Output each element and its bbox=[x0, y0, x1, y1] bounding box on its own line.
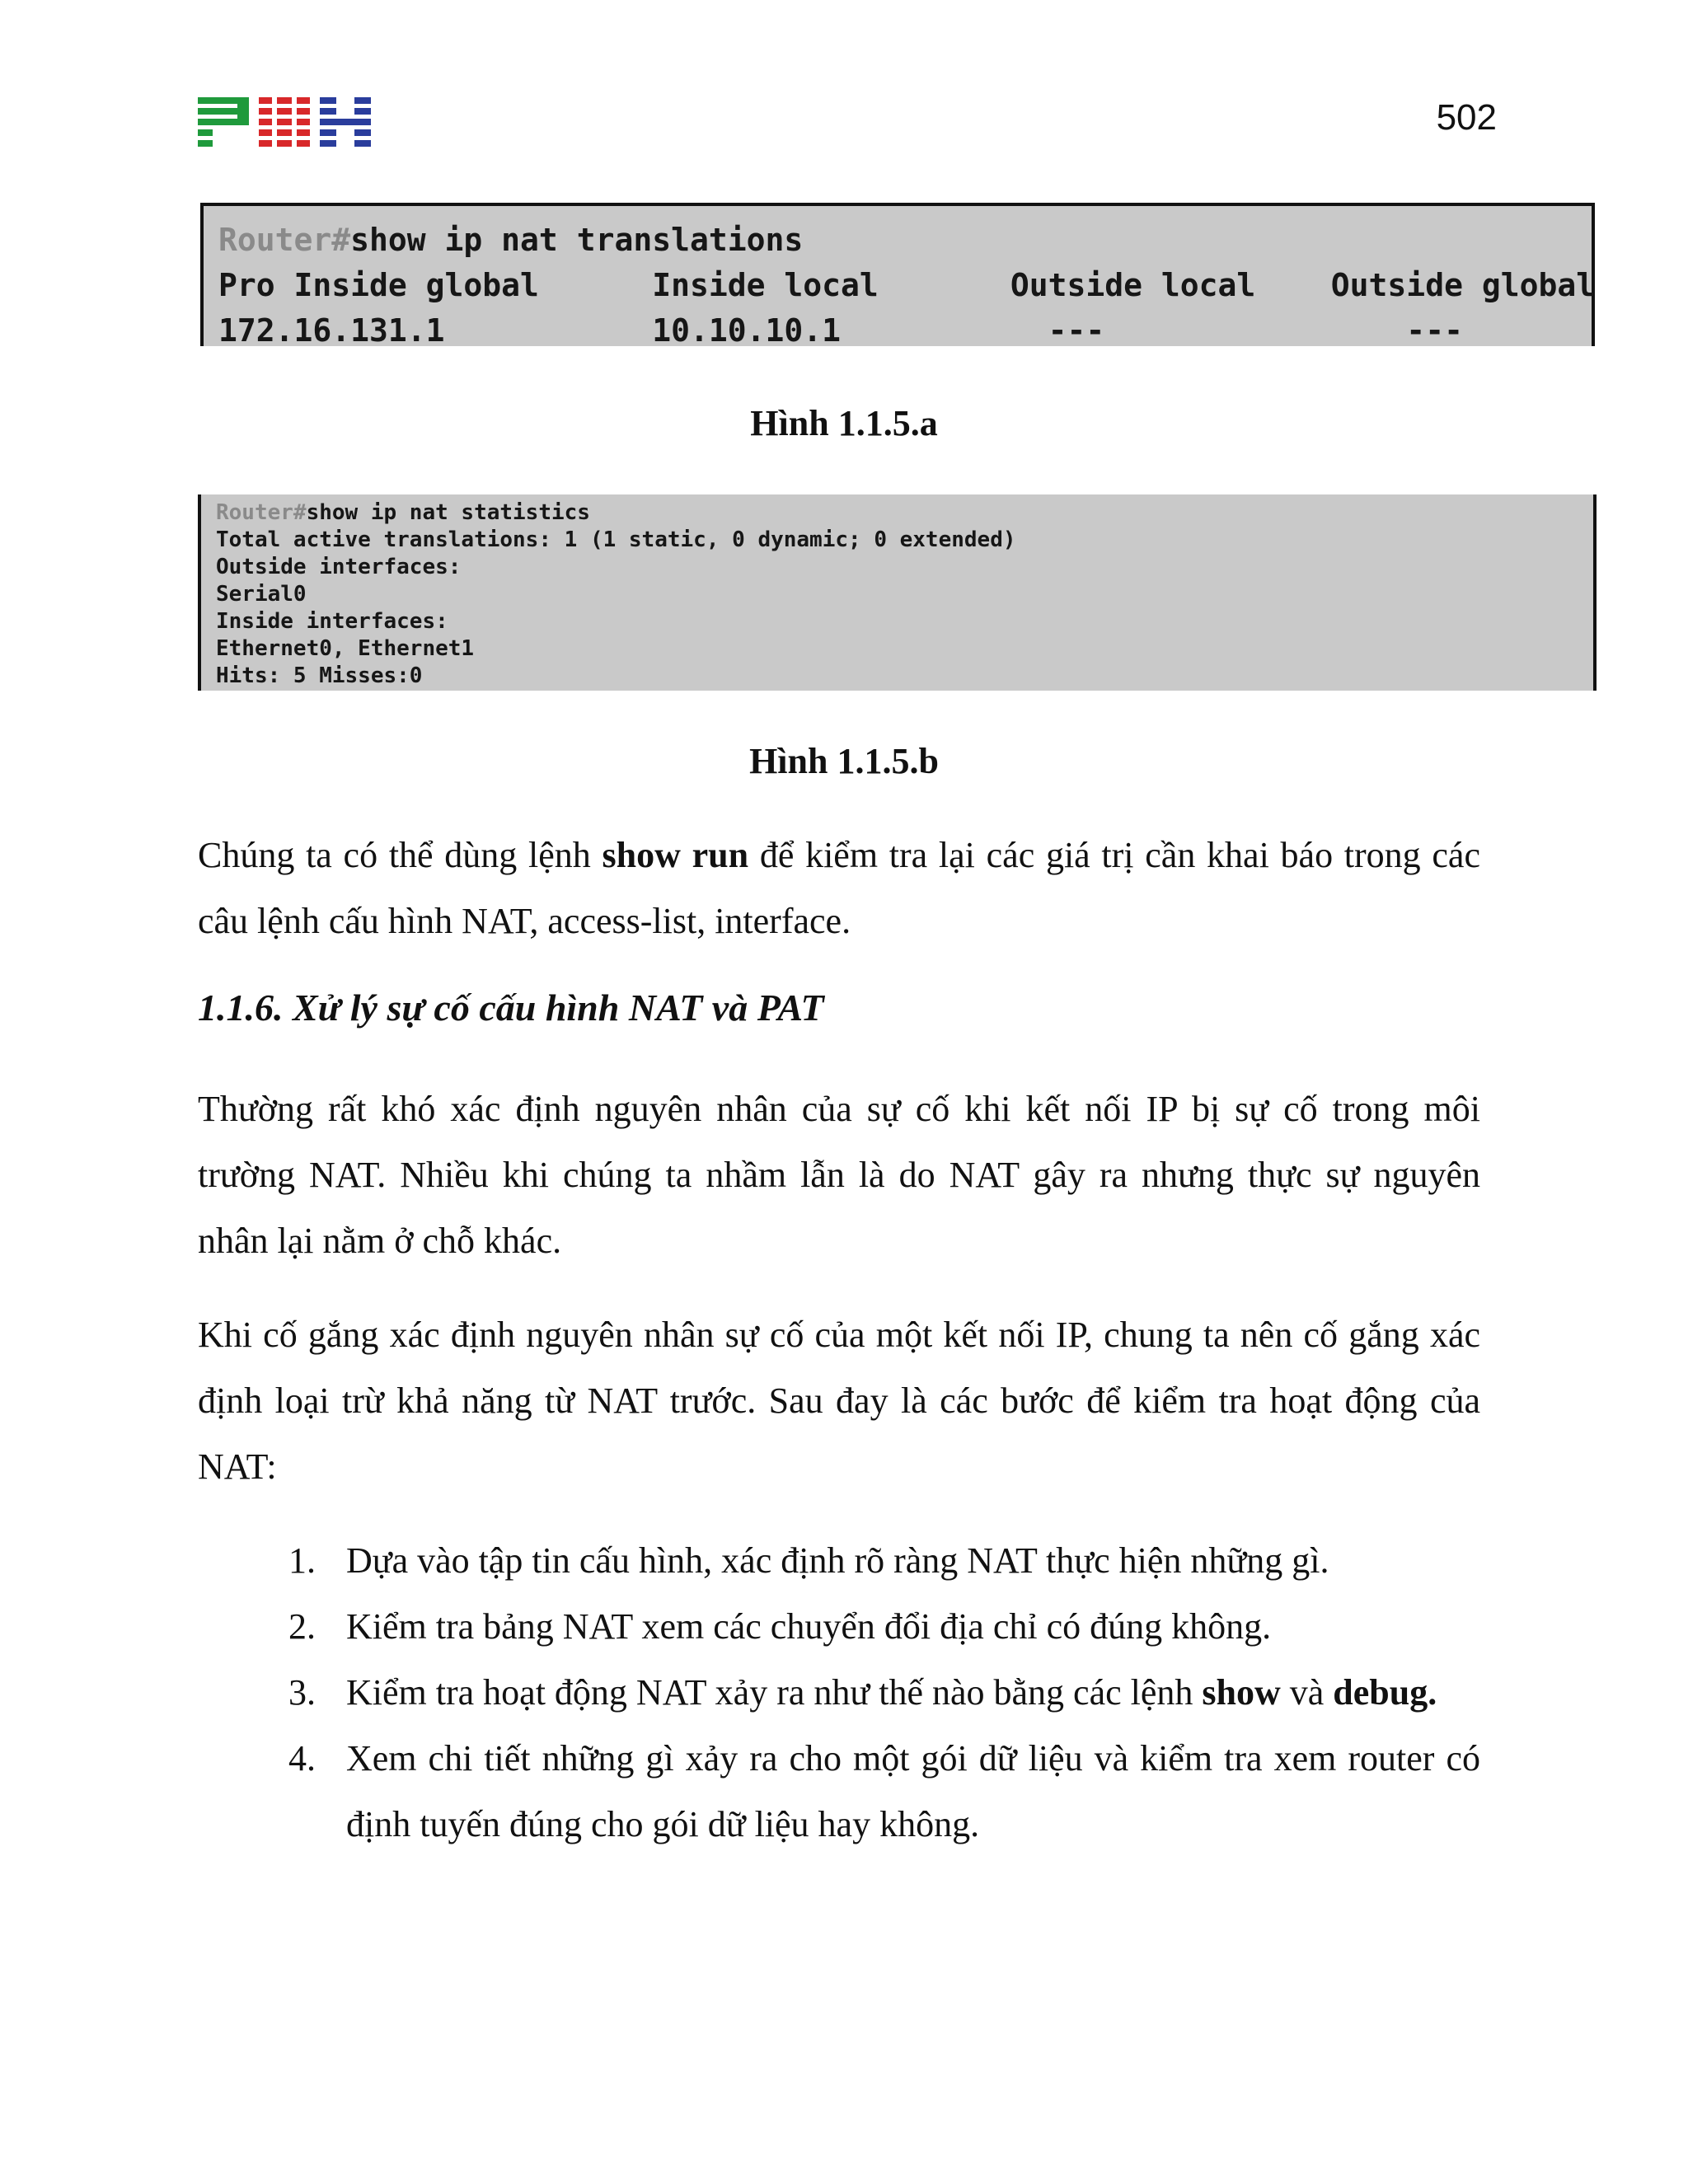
terminal-line: Inside interfaces: bbox=[216, 609, 448, 634]
list-item bbox=[288, 1660, 1480, 1726]
paragraph-show-run bbox=[198, 823, 1480, 954]
section-heading: 1.1.6. Xử lý sự cố cấu hình NAT và PAT bbox=[198, 987, 824, 1029]
terminal-output-nat-statistics bbox=[198, 494, 1597, 691]
pnh-logo bbox=[198, 97, 371, 148]
list-number: 1. bbox=[288, 1540, 316, 1581]
terminal-prompt: Router# bbox=[218, 222, 351, 258]
list-item-text: Kiểm tra hoạt động NAT xảy ra như thế nào bằng các lệnh bbox=[346, 1672, 1203, 1713]
terminal-line bbox=[216, 499, 1593, 527]
logo-letter-h bbox=[320, 97, 371, 147]
page-number: 502 bbox=[1436, 97, 1497, 138]
terminal-line: Hits: 5 Misses:0 bbox=[216, 663, 423, 688]
paragraph-nat-steps-intro: Khi cố gắng xác định nguyên nhân sự cố của một kết nối IP, chung ta nên cố gắng xác định loại trừ khả năng từ NAT trước. Sau đay là các bước để kiểm tra hoạt động của NAT: bbox=[198, 1315, 1480, 1487]
command-show: show bbox=[1202, 1672, 1281, 1713]
terminal-line: Ethernet0, Ethernet1 bbox=[216, 636, 475, 661]
paragraph-text: Chúng ta có thể dùng lệnh bbox=[198, 835, 603, 875]
list-item-text: Xem chi tiết những gì xảy ra cho một gói dữ liệu và kiểm tra xem router có định tuyến đúng cho gói dữ liệu hay không. bbox=[346, 1738, 1480, 1844]
logo-letter-p bbox=[198, 97, 249, 147]
terminal-line: Serial0 bbox=[216, 582, 307, 607]
figure-caption-a: Hình 1.1.5.a bbox=[750, 403, 938, 443]
steps-list bbox=[288, 1528, 1480, 1858]
figure-caption-b: Hình 1.1.5.b bbox=[749, 741, 939, 781]
list-number: 2. bbox=[288, 1606, 316, 1647]
terminal-line: Total active translations: 1 (1 static, 0 dynamic; 0 extended) bbox=[216, 527, 1016, 552]
paragraph-text: để kiểm tra lại các giá trị cần khai báo trong các câu lệnh cấu hình NAT, access-list, interface. bbox=[198, 835, 1480, 941]
list-item bbox=[288, 1528, 1480, 1594]
list-item-text: Kiểm tra bảng NAT xem các chuyển đổi địa chỉ có đúng không. bbox=[346, 1606, 1272, 1647]
list-item bbox=[288, 1726, 1480, 1858]
terminal-command: show ip nat statistics bbox=[306, 500, 590, 525]
terminal-output-nat-translations bbox=[200, 203, 1596, 349]
list-item-text: Dựa vào tập tin cấu hình, xác định rõ ràng NAT thực hiện những gì. bbox=[346, 1540, 1329, 1581]
terminal-line bbox=[218, 218, 1592, 263]
terminal-line: Outside interfaces: bbox=[216, 555, 462, 579]
list-item bbox=[288, 1594, 1480, 1660]
terminal-command: show ip nat translations bbox=[350, 222, 804, 258]
list-number: 4. bbox=[288, 1738, 316, 1779]
command-debug: debug. bbox=[1333, 1672, 1437, 1713]
logo-letter-n bbox=[259, 97, 310, 147]
list-number: 3. bbox=[288, 1672, 316, 1713]
paragraph-nat-troubleshooting-intro: Thường rất khó xác định nguyên nhân của sự cố khi kết nối IP bị sự cố trong môi trường NAT. Nhiều khi chúng ta nhầm lẫn là do NAT gây ra nhưng thực sự nguyên nhân lại nằm ở chỗ khác. bbox=[198, 1089, 1480, 1261]
terminal-line: Pro Inside global Inside local Outside local Outside global bbox=[218, 267, 1596, 303]
terminal-prompt: Router# bbox=[216, 500, 307, 525]
list-item-text: và bbox=[1280, 1672, 1334, 1713]
command-show-run: show run bbox=[602, 835, 749, 875]
terminal-line: 172.16.131.1 10.10.10.1 --- --- bbox=[218, 312, 1463, 349]
